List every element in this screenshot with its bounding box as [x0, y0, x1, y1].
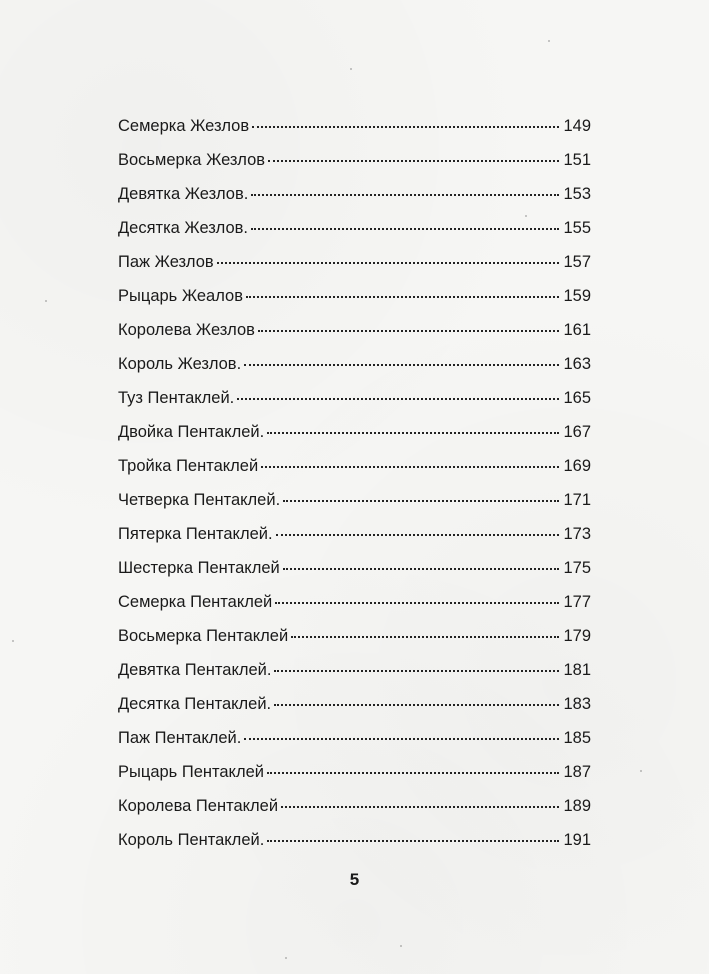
toc-entry-page-number: 189	[563, 797, 591, 815]
toc-entry-page-number: 169	[563, 457, 591, 475]
toc-entry-title: Девятка Пентаклей.	[118, 661, 272, 679]
toc-entry-title: Королева Жезлов	[118, 321, 255, 339]
table-of-contents	[118, 113, 591, 861]
toc-entry-title: Туз Пентаклей.	[118, 389, 235, 407]
toc-entry-title: Король Жезлов.	[118, 355, 242, 373]
toc-dot-leader	[261, 466, 559, 468]
toc-entry-title: Рыцарь Жеалов	[118, 287, 243, 305]
paper-speck	[640, 770, 642, 772]
toc-entry-title: Пятерка Пентаклей.	[118, 525, 273, 543]
toc-dot-leader	[275, 602, 559, 604]
toc-dot-leader	[276, 534, 560, 536]
toc-entry-page-number: 161	[563, 321, 591, 339]
toc-entry-page-number: 165	[563, 389, 591, 407]
toc-entry-title: Паж Жезлов	[118, 253, 214, 271]
paper-speck	[45, 300, 47, 302]
toc-entry-title: Тройка Пентаклей	[118, 457, 259, 475]
toc-entry-page-number: 187	[563, 763, 591, 781]
toc-dot-leader	[274, 670, 559, 672]
toc-dot-leader	[251, 228, 559, 230]
toc-entry-page-number: 177	[563, 593, 591, 611]
page-number: 5	[349, 870, 360, 889]
toc-entry-page-number: 183	[563, 695, 591, 713]
paper-speck	[285, 957, 287, 959]
toc-entry[interactable]	[118, 793, 591, 827]
toc-dot-leader	[217, 262, 560, 264]
toc-entry[interactable]	[118, 725, 591, 759]
paper-speck	[548, 40, 550, 42]
toc-entry-page-number: 167	[563, 423, 591, 441]
toc-entry[interactable]	[118, 113, 591, 147]
toc-entry[interactable]	[118, 215, 591, 249]
toc-dot-leader	[268, 160, 559, 162]
toc-entry[interactable]	[118, 759, 591, 793]
toc-entry[interactable]	[118, 691, 591, 725]
toc-entry-page-number: 175	[563, 559, 591, 577]
toc-dot-leader	[246, 296, 559, 298]
toc-entry-title: Рыцарь Пентаклей	[118, 763, 264, 781]
toc-dot-leader	[244, 364, 559, 366]
toc-entry-page-number: 153	[563, 185, 591, 203]
toc-entry-page-number: 157	[563, 253, 591, 271]
toc-entry-page-number: 155	[563, 219, 591, 237]
toc-dot-leader	[252, 126, 559, 128]
toc-entry-page-number: 149	[563, 117, 591, 135]
toc-entry-title: Восьмерка Пентаклей	[118, 627, 289, 645]
toc-entry-title: Десятка Жезлов.	[118, 219, 249, 237]
toc-entry[interactable]	[118, 249, 591, 283]
toc-entry[interactable]	[118, 181, 591, 215]
toc-dot-leader	[251, 194, 559, 196]
toc-entry-page-number: 173	[563, 525, 591, 543]
toc-entry-page-number: 181	[563, 661, 591, 679]
toc-entry-title: Паж Пентаклей.	[118, 729, 242, 747]
toc-entry[interactable]	[118, 317, 591, 351]
toc-entry-title: Шестерка Пентаклей	[118, 559, 280, 577]
toc-dot-leader	[237, 398, 559, 400]
toc-entry-page-number: 185	[563, 729, 591, 747]
toc-dot-leader	[258, 330, 560, 332]
toc-entry-page-number: 179	[563, 627, 591, 645]
toc-dot-leader	[274, 704, 559, 706]
toc-entry-page-number: 171	[563, 491, 591, 509]
toc-entry[interactable]	[118, 385, 591, 419]
toc-dot-leader	[244, 738, 559, 740]
toc-entry-title: Четверка Пентаклей.	[118, 491, 281, 509]
toc-dot-leader	[267, 432, 559, 434]
toc-entry-title: Королева Пентаклей	[118, 797, 279, 815]
toc-entry[interactable]	[118, 351, 591, 385]
toc-dot-leader	[267, 840, 559, 842]
toc-entry-page-number: 191	[563, 831, 591, 849]
toc-entry[interactable]	[118, 555, 591, 589]
toc-entry[interactable]	[118, 623, 591, 657]
toc-dot-leader	[283, 568, 560, 570]
toc-entry[interactable]	[118, 589, 591, 623]
toc-entry-page-number: 163	[563, 355, 591, 373]
toc-entry[interactable]	[118, 827, 591, 861]
toc-entry[interactable]	[118, 487, 591, 521]
toc-entry-title: Девятка Жезлов.	[118, 185, 249, 203]
toc-entry[interactable]	[118, 453, 591, 487]
paper-speck	[400, 945, 402, 947]
toc-entry-title: Десятка Пентаклей.	[118, 695, 272, 713]
toc-entry-title: Семерка Жезлов	[118, 117, 250, 135]
toc-entry-title: Двойка Пентаклей.	[118, 423, 265, 441]
paper-speck	[350, 68, 352, 70]
toc-entry-title: Восьмерка Жезлов	[118, 151, 266, 169]
toc-dot-leader	[281, 806, 559, 808]
toc-dot-leader	[291, 636, 559, 638]
toc-dot-leader	[267, 772, 559, 774]
toc-entry[interactable]	[118, 521, 591, 555]
toc-entry-page-number: 159	[563, 287, 591, 305]
toc-entry[interactable]	[118, 283, 591, 317]
toc-entry-title: Король Пентаклей.	[118, 831, 265, 849]
toc-entry-title: Семерка Пентаклей	[118, 593, 273, 611]
toc-dot-leader	[283, 500, 559, 502]
paper-speck	[12, 640, 14, 642]
toc-entry-page-number: 151	[563, 151, 591, 169]
toc-entry[interactable]	[118, 657, 591, 691]
toc-entry[interactable]	[118, 147, 591, 181]
toc-entry[interactable]	[118, 419, 591, 453]
